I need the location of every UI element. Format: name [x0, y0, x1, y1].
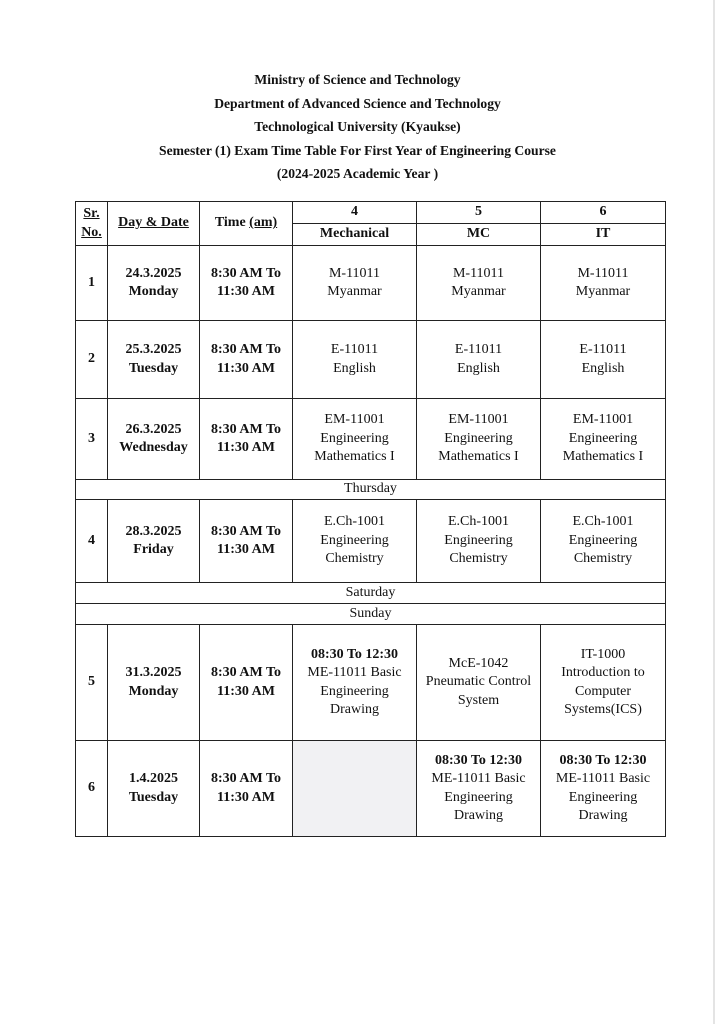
time-start: 8:30 AM To [210, 665, 281, 680]
separator-row [76, 583, 666, 604]
subject-name: Computer [575, 683, 631, 699]
subject-cell [417, 399, 541, 480]
subject-cell [417, 500, 541, 583]
subject-cell [417, 741, 541, 837]
time-start: 8:30 AM To [210, 771, 281, 786]
time-cell [200, 625, 293, 741]
day-text: Tuesday [128, 360, 179, 376]
subject-code: M-11011 [452, 265, 505, 281]
subject-name: Chemistry [573, 551, 633, 567]
exam-time-override: 08:30 To 12:30 [559, 752, 647, 768]
subject-name: English [333, 360, 376, 376]
subject-name: Engineering [320, 430, 389, 446]
table-row [76, 625, 666, 741]
time-end: 11:30 AM [217, 360, 275, 376]
separator-row [76, 480, 666, 500]
sr-no-header [76, 202, 108, 246]
department-title: Department of Advanced Science and Technology [214, 95, 501, 111]
subject-code: E-11011 [579, 342, 627, 357]
subject-cell [541, 399, 666, 480]
subject-code: E.Ch-1001 [572, 514, 634, 530]
subject-name: Engineering [568, 789, 638, 805]
day-date-label: Day & Date [118, 215, 189, 231]
date-text: 26.3.2025 [125, 421, 182, 437]
exam-time-override: 08:30 To 12:30 [434, 752, 523, 768]
subject-code: EM-11001 [324, 412, 385, 428]
day-text: Friday [133, 542, 174, 557]
sr-no-cell: 6 [76, 741, 108, 837]
subject-name: Engineering [444, 430, 513, 446]
table-row [76, 741, 666, 837]
time-end: 11:30 AM [217, 542, 275, 557]
subject-code: ME-11011 Basic [307, 665, 402, 680]
subject-name: Mathematics I [562, 449, 644, 465]
date-cell [108, 321, 200, 399]
subject-name: Systems(ICS) [564, 702, 642, 717]
time-cell [200, 246, 293, 321]
sr-no-cell: 1 [76, 246, 108, 321]
subject-cell [293, 500, 417, 583]
subject-cell [541, 625, 666, 741]
sr-no-cell: 4 [76, 500, 108, 583]
date-cell [108, 625, 200, 741]
subject-code: ME-11011 Basic [431, 771, 526, 786]
subject-code: E-11011 [454, 342, 503, 357]
date-text: 31.3.2025 [125, 665, 182, 680]
subject-name: Drawing [330, 702, 379, 717]
day-text: Tuesday [128, 789, 179, 805]
subject-name: Chemistry [449, 551, 508, 567]
date-cell [108, 399, 200, 480]
subject-cell [417, 246, 541, 321]
subject-cell [417, 625, 541, 741]
table-row [76, 246, 666, 321]
table-row [76, 321, 666, 399]
subject-name: Pneumatic Control [425, 674, 532, 690]
ministry-title: Ministry of Science and Technology [254, 72, 461, 87]
group-number-6: 6 [541, 202, 666, 224]
subject-cell [541, 246, 666, 321]
date-text: 25.3.2025 [125, 342, 182, 357]
subject-name: Engineering [320, 683, 389, 699]
table-row [76, 500, 666, 583]
sr-header-bottom: No. [81, 224, 102, 240]
subject-name: Engineering [444, 789, 513, 805]
subject-name: Myanmar [575, 284, 631, 299]
table-row [76, 399, 666, 480]
subject-cell [541, 321, 666, 399]
subject-name: Mathematics I [314, 449, 395, 465]
day-date-header [108, 202, 200, 246]
exam-time-override: 08:30 To 12:30 [310, 646, 399, 662]
subject-name: Drawing [454, 808, 503, 823]
subject-name: Myanmar [451, 284, 506, 299]
date-text: 24.3.2025 [125, 265, 182, 281]
subject-name: Introduction to [561, 665, 645, 680]
thursday-separator: Thursday [76, 480, 666, 500]
time-start: 8:30 AM To [210, 265, 281, 281]
time-end: 11:30 AM [217, 440, 275, 455]
subject-name: Engineering [444, 532, 513, 548]
subject-code: M-11011 [328, 265, 381, 281]
time-end: 11:30 AM [217, 683, 275, 699]
university-title: Technological University (Kyaukse) [254, 119, 461, 134]
time-unit-label: (am) [249, 215, 278, 231]
time-cell [200, 741, 293, 837]
subject-code: E-11011 [330, 342, 379, 357]
group-number-4: 4 [293, 202, 417, 224]
empty-shaded-cell [293, 741, 417, 837]
subject-cell [293, 399, 417, 480]
separator-row [76, 604, 666, 625]
date-cell [108, 500, 200, 583]
subject-code: ME-11011 Basic [555, 771, 651, 786]
subject-cell [293, 321, 417, 399]
major-mc: MC [417, 224, 541, 246]
date-text: 1.4.2025 [129, 771, 178, 786]
day-text: Monday [128, 683, 179, 699]
time-cell [200, 321, 293, 399]
day-text: Monday [128, 284, 179, 299]
header-row-1 [76, 202, 666, 224]
academic-year: (2024-2025 Academic Year ) [276, 166, 439, 181]
time-label: Time [214, 215, 246, 231]
subject-code: E.Ch-1001 [447, 514, 510, 530]
subject-cell [541, 741, 666, 837]
timetable-title: Semester (1) Exam Time Table For First Year of Engineering Course [159, 142, 556, 158]
time-start: 8:30 AM To [210, 421, 281, 437]
subject-name: Chemistry [325, 551, 384, 567]
date-cell [108, 741, 200, 837]
time-cell [200, 399, 293, 480]
sr-header-top: Sr. [83, 206, 100, 221]
subject-code: EM-11001 [572, 412, 634, 428]
subject-code: IT-1000 [580, 646, 626, 662]
subject-name: Drawing [578, 808, 628, 823]
subject-cell [417, 321, 541, 399]
subject-name: Myanmar [327, 284, 382, 299]
time-start: 8:30 AM To [210, 342, 281, 357]
subject-code: E.Ch-1001 [323, 514, 386, 530]
subject-cell [541, 500, 666, 583]
subject-name: Engineering [568, 430, 638, 446]
time-start: 8:30 AM To [210, 523, 281, 539]
major-mechanical: Mechanical [293, 224, 417, 246]
subject-code: McE-1042 [448, 655, 509, 671]
time-end: 11:30 AM [217, 789, 275, 805]
sr-no-cell: 3 [76, 399, 108, 480]
group-number-5: 5 [417, 202, 541, 224]
time-header [200, 202, 293, 246]
subject-code: EM-11001 [448, 412, 509, 428]
subject-code: M-11011 [577, 265, 629, 281]
subject-name: English [457, 360, 500, 376]
subject-name: System [457, 692, 500, 708]
time-cell [200, 500, 293, 583]
sunday-separator: Sunday [76, 604, 666, 625]
subject-name: Mathematics I [438, 449, 519, 465]
subject-cell [293, 625, 417, 741]
subject-name: Engineering [320, 532, 389, 548]
date-text: 28.3.2025 [125, 523, 182, 539]
subject-name: English [581, 360, 625, 376]
sr-no-cell: 5 [76, 625, 108, 741]
exam-timetable [75, 201, 666, 837]
sr-no-cell: 2 [76, 321, 108, 399]
day-text: Wednesday [119, 440, 188, 455]
saturday-separator: Saturday [76, 583, 666, 604]
subject-name: Engineering [568, 532, 638, 548]
major-it: IT [541, 224, 666, 246]
time-end: 11:30 AM [217, 284, 275, 299]
subject-cell [293, 246, 417, 321]
page-header [0, 68, 715, 186]
date-cell [108, 246, 200, 321]
